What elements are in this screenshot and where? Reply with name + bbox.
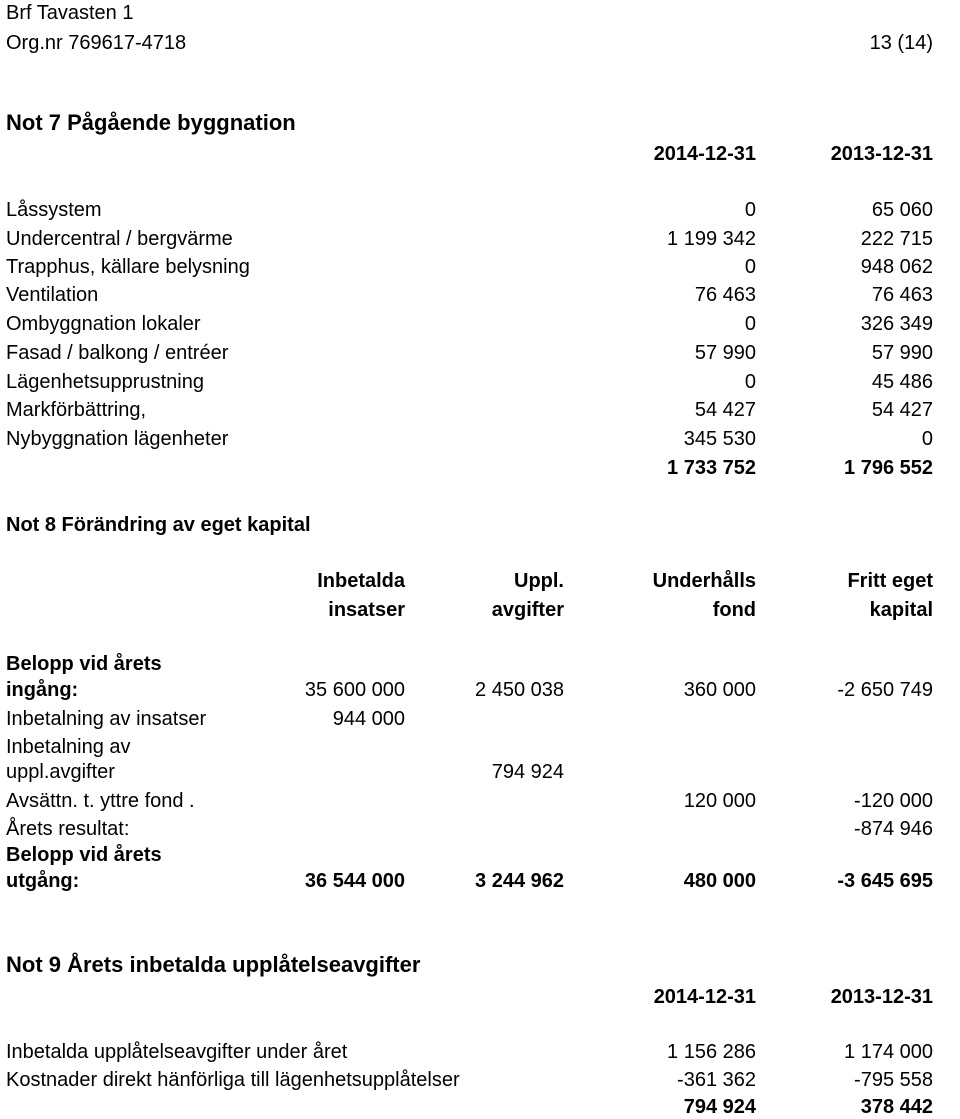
column-header: kapital [869,599,933,621]
table-cell: 480 000 [683,870,756,892]
table-row-label: Markförbättring, [6,399,147,421]
table-row-label: Kostnader direkt hänförliga till lägenhetsupplåtelser [6,1069,460,1091]
table-row-label: Nybyggnation lägenheter [6,428,229,450]
table-row-label: uppl.avgifter [6,761,115,783]
table-cell: 0 [744,256,756,278]
column-header: avgifter [491,599,564,621]
table-cell: -2 650 749 [837,679,933,701]
column-header: Underhålls [652,570,756,592]
table-cell: 57 990 [871,342,933,364]
table-cell: 948 062 [860,256,933,278]
column-header: Fritt eget [847,570,933,592]
table-cell: -361 362 [677,1069,756,1091]
table-row-label: Belopp vid årets [6,844,162,866]
table-row-label: Inbetalning av insatser [6,708,207,730]
table-row-label: Ombyggnation lokaler [6,313,201,335]
table-cell: 345 530 [683,428,756,450]
table-cell: 2 450 038 [475,679,564,701]
table-cell: 3 244 962 [475,870,564,892]
table-cell: -795 558 [854,1069,933,1091]
note7-col1-header: 2014-12-31 [653,143,756,165]
table-row-label: Lägenhetsupprustning [6,371,204,393]
page-number: 13 (14) [869,32,933,54]
note9-total-2013: 378 442 [860,1096,933,1118]
table-cell: -3 645 695 [837,870,933,892]
table-row-label: Fasad / balkong / entréer [6,342,229,364]
table-cell: 0 [744,371,756,393]
table-row-label: Inbetalda upplåtelseavgifter under året [6,1041,348,1063]
note9-title: Not 9 Årets inbetalda upplåtelseavgifter [6,952,421,977]
column-header: Uppl. [514,570,564,592]
table-row-label: Årets resultat: [6,818,130,840]
table-cell: 222 715 [860,228,933,250]
org-number: Org.nr 769617-4718 [6,32,187,54]
note7-total-2013: 1 796 552 [844,457,933,479]
table-cell: 36 544 000 [304,870,405,892]
table-row-label: Låssystem [6,199,102,221]
table-cell: 0 [744,199,756,221]
company-name: Brf Tavasten 1 [6,2,134,24]
table-cell: 76 463 [694,284,756,306]
note7-title: Not 7 Pågående byggnation [6,110,296,135]
table-row-label: Belopp vid årets [6,653,162,675]
table-row-label: Inbetalning av [6,736,131,758]
table-cell: 0 [744,313,756,335]
table-row-label: Trapphus, källare belysning [6,256,250,278]
note7-total-2014: 1 733 752 [667,457,756,479]
column-header: fond [712,599,756,621]
table-cell: 54 427 [871,399,933,421]
note7-col2-header: 2013-12-31 [830,143,933,165]
column-header: Inbetalda [317,570,405,592]
table-cell: 1 199 342 [667,228,756,250]
table-cell: 0 [921,428,933,450]
note9-col1-header: 2014-12-31 [653,986,756,1008]
table-cell: 35 600 000 [304,679,405,701]
table-cell: 360 000 [683,679,756,701]
table-cell: 944 000 [332,708,405,730]
table-row-label: Ventilation [6,284,99,306]
table-row-label: utgång: [6,870,80,892]
table-cell: 1 156 286 [667,1041,756,1063]
note8-title: Not 8 Förändring av eget kapital [6,514,311,536]
table-cell: 57 990 [694,342,756,364]
table-cell: 1 174 000 [844,1041,933,1063]
table-cell: -120 000 [854,790,933,812]
table-cell: 326 349 [860,313,933,335]
table-cell: 76 463 [871,284,933,306]
table-cell: 120 000 [683,790,756,812]
table-row-label: Avsättn. t. yttre fond . [6,790,195,812]
table-row-label: Undercentral / bergvärme [6,228,233,250]
table-cell: 45 486 [871,371,933,393]
table-cell: 54 427 [694,399,756,421]
note9-total-2014: 794 924 [683,1096,756,1118]
column-header: insatser [328,599,405,621]
table-cell: 65 060 [871,199,933,221]
table-cell: 794 924 [491,761,564,783]
note9-col2-header: 2013-12-31 [830,986,933,1008]
table-row-label: ingång: [6,679,79,701]
table-cell: -874 946 [854,818,933,840]
